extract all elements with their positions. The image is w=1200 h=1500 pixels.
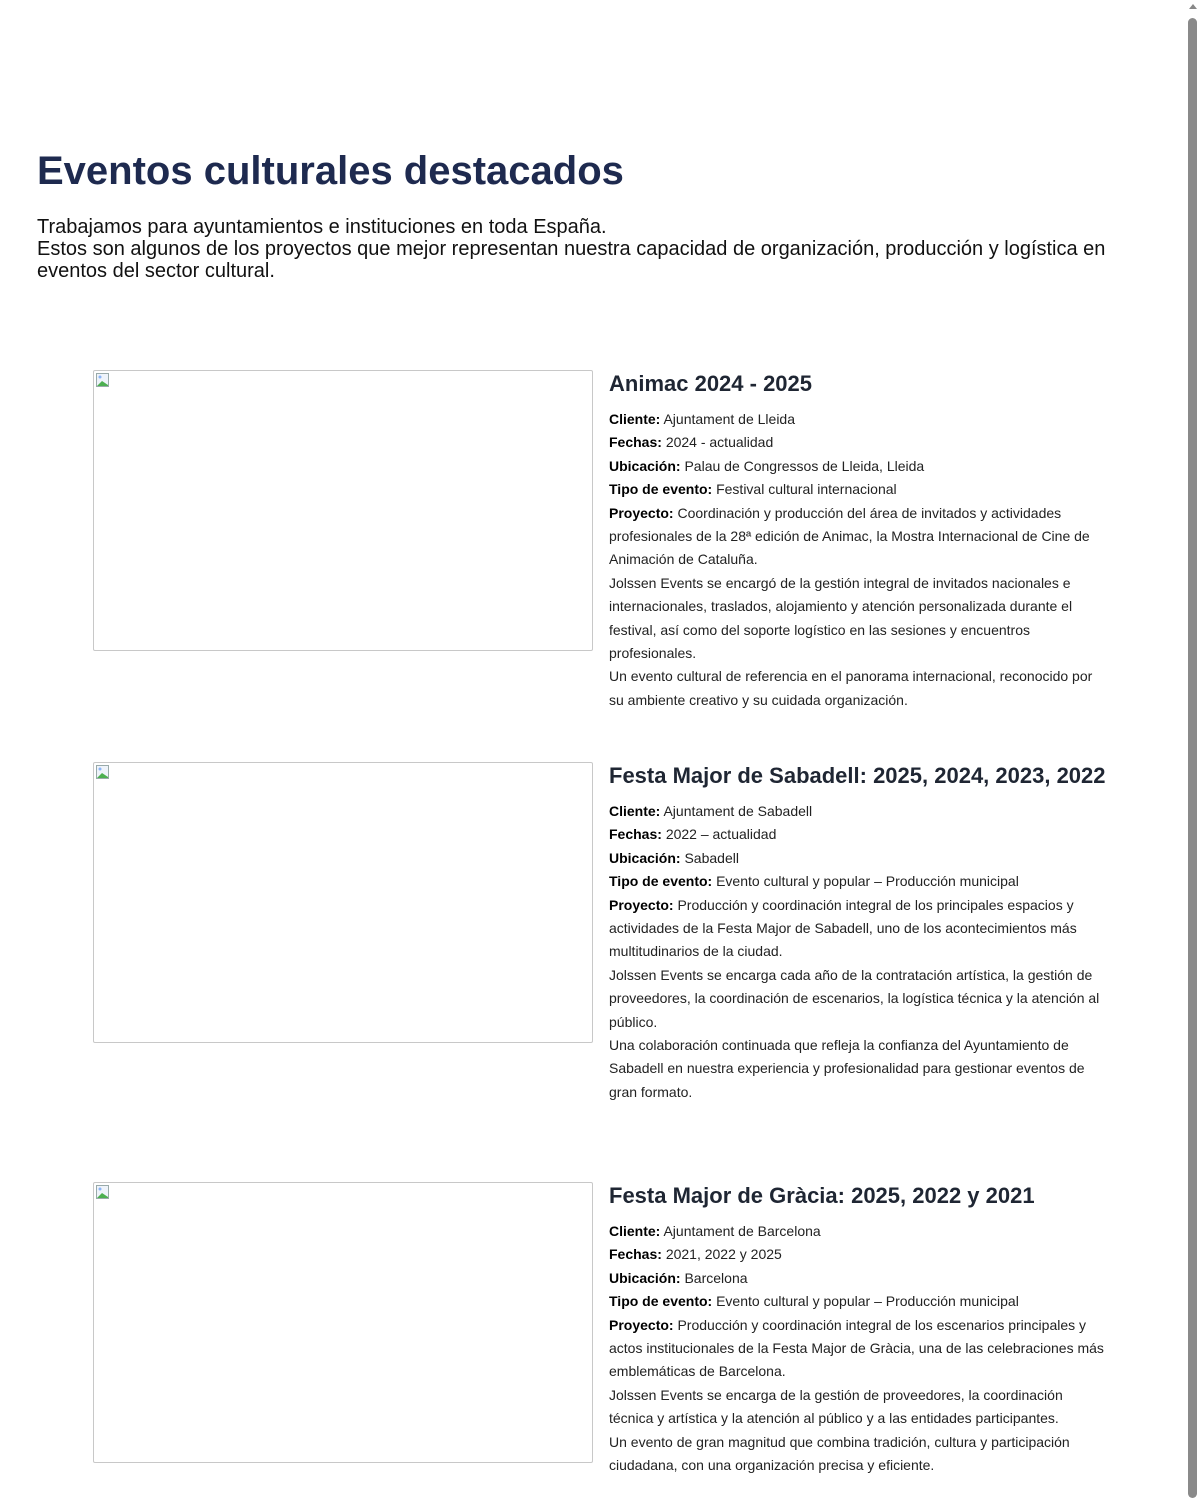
label-cliente: Cliente: — [609, 1223, 661, 1239]
dates-value: 2021, 2022 y 2025 — [665, 1246, 782, 1263]
scroll-up-arrow-icon[interactable] — [1189, 4, 1197, 9]
event-project — [609, 502, 1109, 572]
intro-line-2: Estos son algunos de los proyectos que mejor representan nuestra capacidad de organización, producción y logística en eventos del sector cultural. — [37, 238, 1106, 282]
event-title: Animac 2024 - 2025 — [609, 371, 813, 396]
event-dates — [609, 431, 1109, 454]
event-project — [609, 894, 1109, 964]
event-title: Festa Major de Gràcia: 2025, 2022 y 2021 — [609, 1183, 1035, 1208]
label-tipo: Tipo de evento: — [609, 1293, 713, 1310]
event-client — [609, 408, 1109, 431]
event-info — [609, 762, 1109, 1104]
project-value: Coordinación y producción del área de invitados y actividades profesionales de la 28ª edición de Animac, la Mostra Internacional de Cine de Animación de Cataluña. — [609, 504, 1090, 568]
type-value: Festival cultural internacional — [716, 481, 897, 498]
label-fechas: Fechas: — [609, 1246, 662, 1263]
location-value: Sabadell — [684, 849, 739, 866]
broken-image-icon — [96, 1185, 110, 1199]
dates-value: 2024 - actualidad — [665, 434, 774, 451]
event-client — [609, 800, 1109, 823]
broken-image-icon — [96, 373, 110, 387]
event-dates — [609, 823, 1109, 846]
event-type — [609, 478, 1109, 501]
scrollbar-thumb[interactable] — [1188, 18, 1197, 1498]
label-ubicacion: Ubicación: — [609, 849, 681, 866]
event-image — [93, 1182, 593, 1463]
intro-text — [37, 216, 1147, 282]
label-proyecto: Proyecto: — [609, 504, 674, 521]
event-info — [609, 370, 1109, 712]
type-value: Evento cultural y popular – Producción municipal — [716, 873, 1019, 890]
client-value: Ajuntament de Barcelona — [663, 1223, 821, 1239]
event-card — [93, 370, 1113, 712]
event-card — [93, 1182, 1113, 1477]
label-proyecto: Proyecto: — [609, 896, 674, 913]
event-info — [609, 1182, 1109, 1477]
event-description: Jolssen Events se encarga cada año de la contratación artística, la gestión de proveedores, la coordinación de escenarios, la logística técnica y la atención al público. — [609, 966, 1100, 1030]
dates-value: 2022 – actualidad — [665, 826, 777, 843]
event-title: Festa Major de Sabadell: 2025, 2024, 2023, 2022 — [609, 763, 1106, 788]
event-image — [93, 762, 593, 1043]
event-client — [609, 1220, 1109, 1243]
client-value: Ajuntament de Lleida — [663, 411, 796, 427]
event-project — [609, 1314, 1109, 1384]
event-summary: Un evento cultural de referencia en el panorama internacional, reconocido por su ambiente creativo y su cuidada organización. — [609, 668, 1093, 708]
label-ubicacion: Ubicación: — [609, 457, 681, 474]
label-fechas: Fechas: — [609, 434, 662, 451]
label-ubicacion: Ubicación: — [609, 1269, 681, 1286]
event-dates — [609, 1243, 1109, 1266]
label-cliente: Cliente: — [609, 411, 661, 427]
event-type — [609, 870, 1109, 893]
intro-line-1: Trabajamos para ayuntamientos e instituciones en toda España. — [37, 216, 607, 238]
project-value: Producción y coordinación integral de los escenarios principales y actos institucionales de la Festa Major de Gràcia, una de las celebraciones más emblemáticas de Barcelona. — [609, 1316, 1104, 1380]
project-value: Producción y coordinación integral de los principales espacios y actividades de la Festa Major de Sabadell, uno de los acontecimientos más multitudinarios de la ciudad. — [609, 896, 1077, 960]
label-tipo: Tipo de evento: — [609, 873, 713, 890]
type-value: Evento cultural y popular – Producción municipal — [716, 1293, 1019, 1310]
location-value: Palau de Congressos de Lleida, Lleida — [684, 457, 925, 474]
event-image — [93, 370, 593, 651]
event-description: Jolssen Events se encarga de la gestión de proveedores, la coordinación técnica y artística y la atención al público y a las entidades participantes. — [609, 1386, 1063, 1427]
label-fechas: Fechas: — [609, 826, 662, 843]
event-location — [609, 847, 1109, 870]
event-type — [609, 1290, 1109, 1313]
event-description: Jolssen Events se encargó de la gestión integral de invitados nacionales e internacionales, traslados, alojamiento y atención personalizada durante el festival, así como del soporte logístico en las sesiones y encuentros profesionales. — [609, 574, 1073, 662]
event-card — [93, 762, 1113, 1104]
event-summary: Una colaboración continuada que refleja la confianza del Ayuntamiento de Sabadell en nuestra experiencia y profesionalidad para gestionar eventos de gran formato. — [609, 1037, 1085, 1100]
label-cliente: Cliente: — [609, 803, 661, 819]
location-value: Barcelona — [684, 1269, 748, 1286]
page-title: Eventos culturales destacados — [37, 149, 624, 193]
broken-image-icon — [96, 765, 110, 779]
client-value: Ajuntament de Sabadell — [663, 803, 813, 819]
label-proyecto: Proyecto: — [609, 1316, 674, 1333]
event-summary: Un evento de gran magnitud que combina tradición, cultura y participación ciudadana, con una organización precisa y eficiente. — [609, 1433, 1070, 1474]
vertical-scrollbar[interactable] — [1186, 0, 1200, 1500]
label-tipo: Tipo de evento: — [609, 481, 713, 498]
event-location — [609, 455, 1109, 478]
event-location — [609, 1267, 1109, 1290]
